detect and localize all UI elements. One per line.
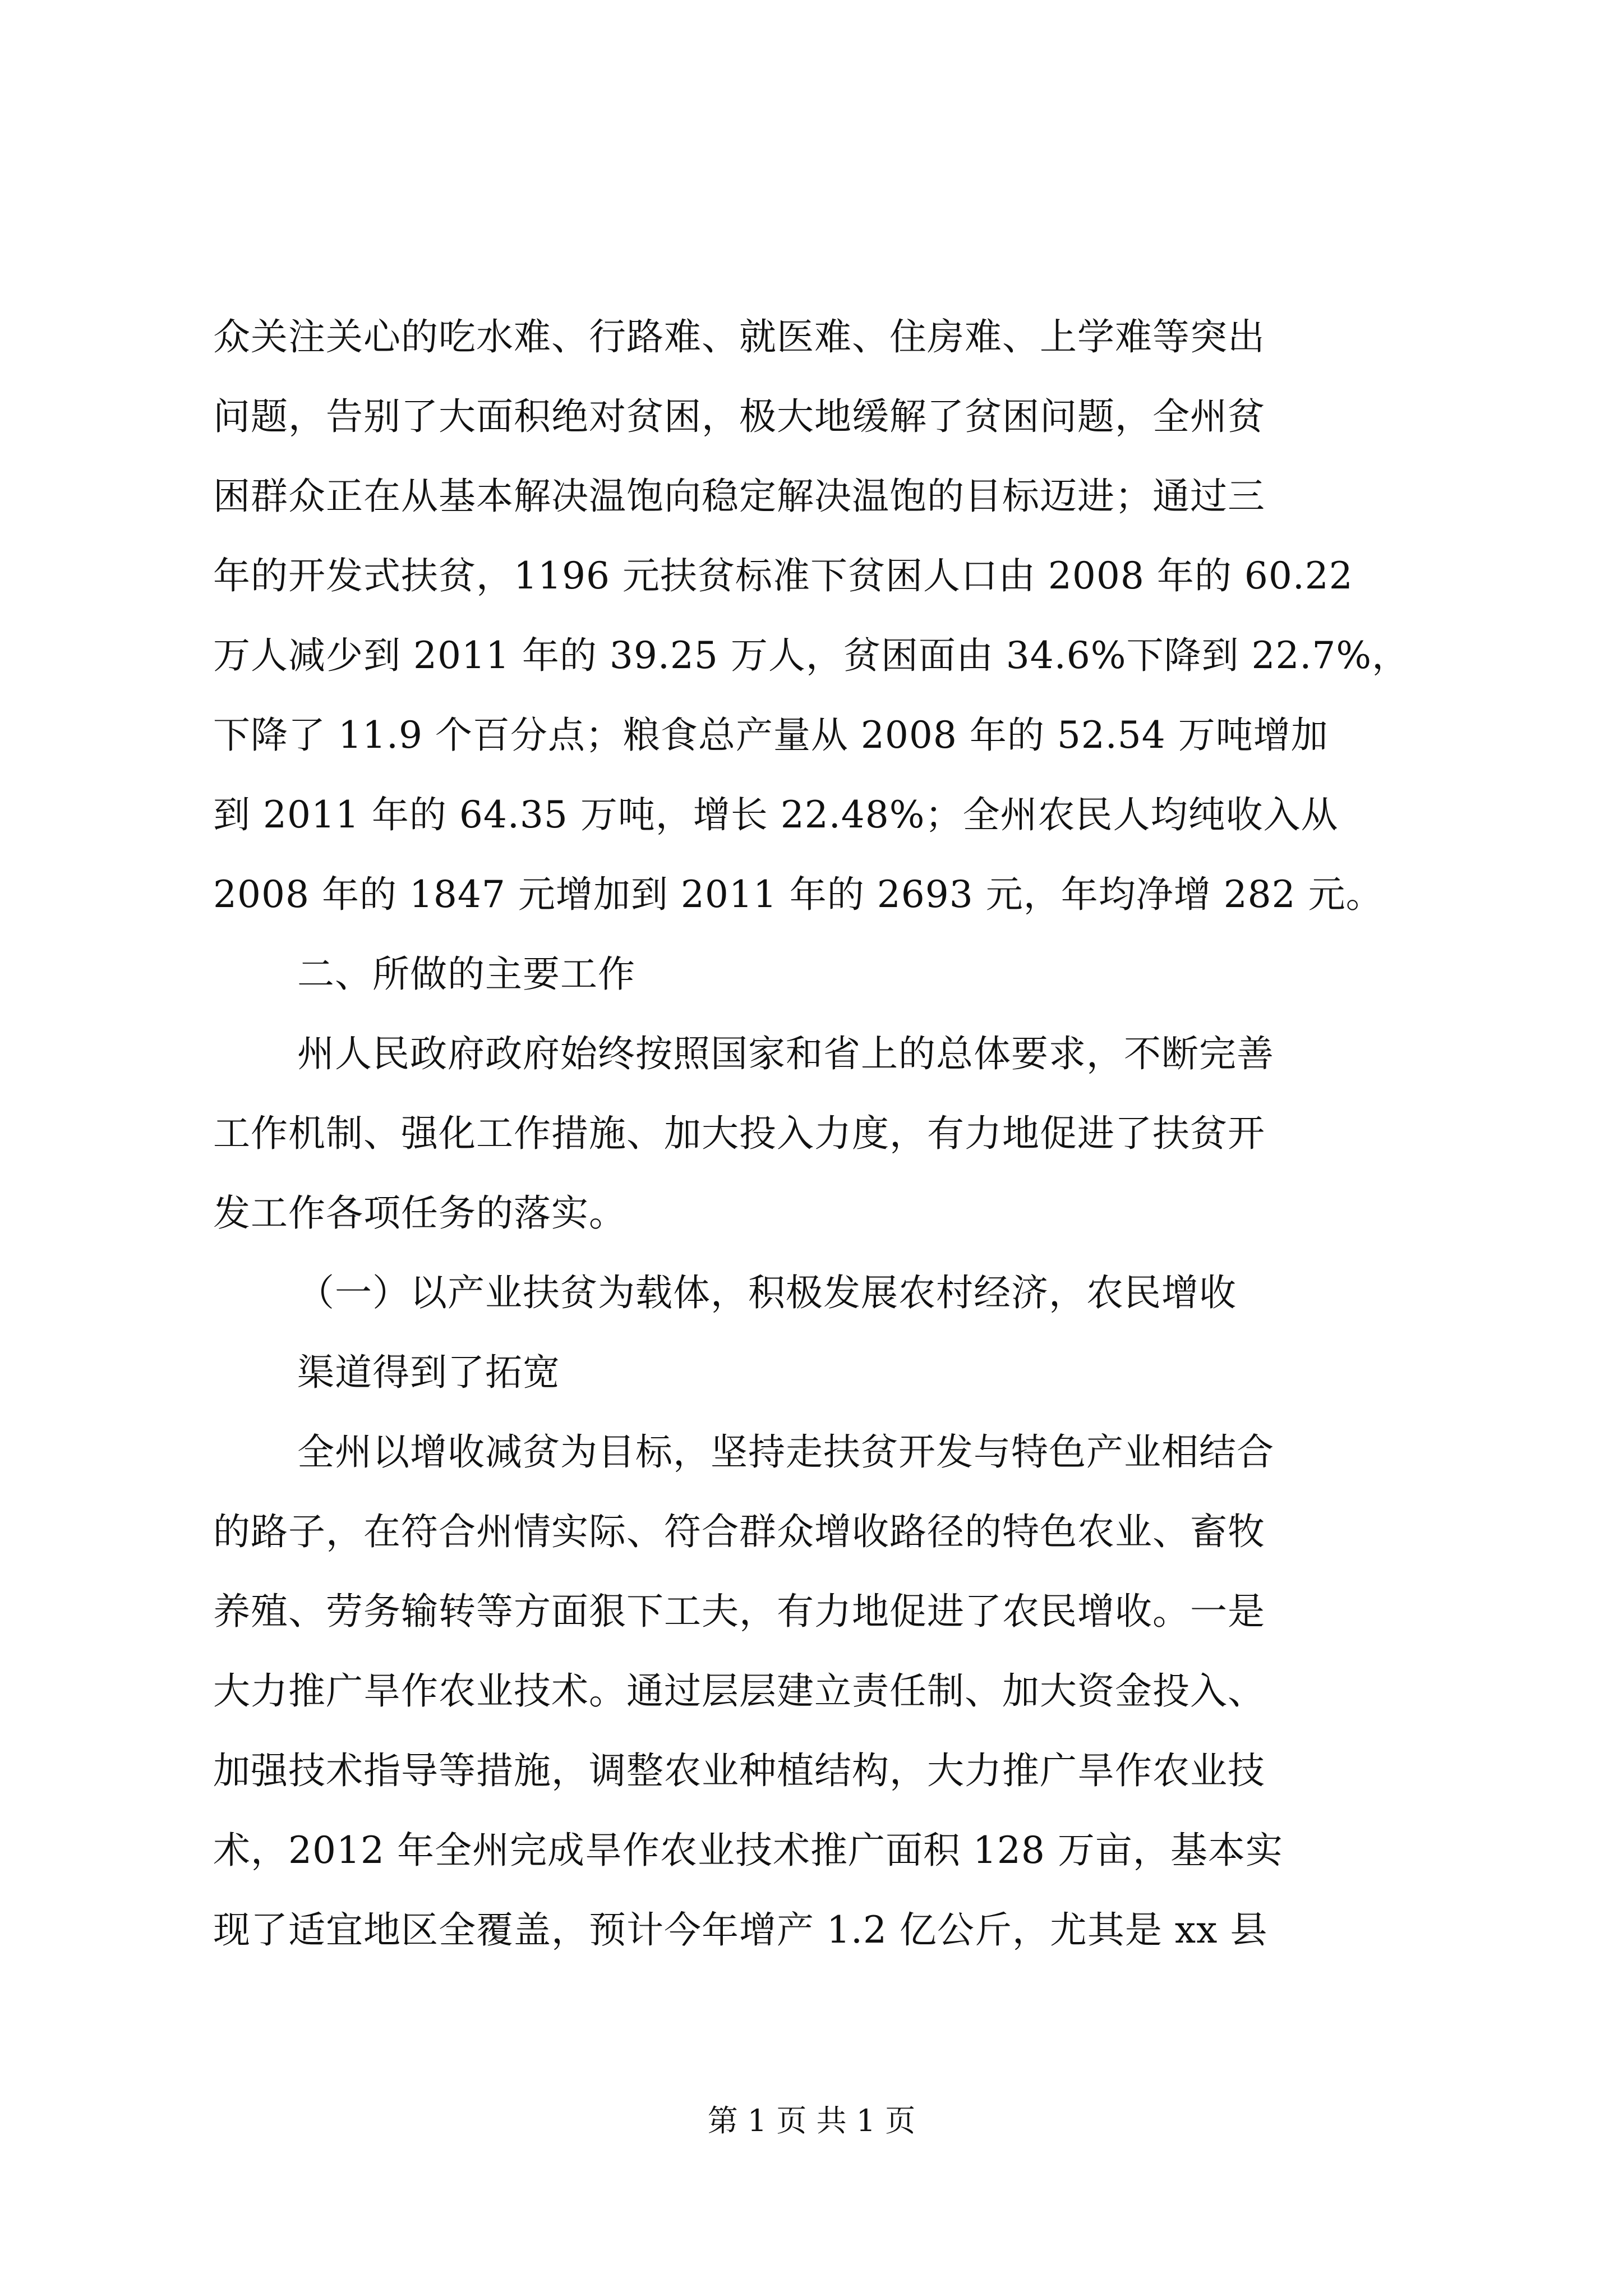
body-line-11: 工作机制、强化工作措施、加大投入力度，有力地促进了扶贫开 (213, 1112, 1265, 1155)
body-line-6: 下降了 11.9 个百分点；粮食总产量从 2008 年的 52.54 万吨增加 (213, 714, 1329, 757)
body-line-3: 困群众正在从基本解决温饱向稳定解决温饱的目标迈进；通过三 (213, 475, 1265, 518)
body-line-12: 发工作各项任务的落实。 (213, 1191, 626, 1235)
body-line-17: 养殖、劳务输转等方面狠下工夫，有力地促进了农民增收。一是 (213, 1590, 1265, 1633)
body-line-16: 的路子，在符合州情实际、符合群众增收路径的特色农业、畜牧 (213, 1510, 1265, 1553)
body-line-19: 加强技术指导等措施，调整农业种植结构，大力推广旱作农业技 (213, 1749, 1265, 1792)
page-number-footer: 第 1 页 共 1 页 (707, 2103, 916, 2138)
body-line-21: 现了适宜地区全覆盖，预计今年增产 1.2 亿公斤，尤其是 xx 县 (213, 1908, 1268, 1952)
subsection-heading-1: （一）以产业扶贫为载体，积极发展农村经济，农民增收 (297, 1271, 1237, 1314)
body-line-4: 年的开发式扶贫，1196 元扶贫标准下贫困人口由 2008 年的 60.22 (213, 554, 1353, 597)
body-line-15: 全州以增收减贫为目标，坚持走扶贫开发与特色产业相结合 (297, 1430, 1274, 1474)
body-line-5: 万人减少到 2011 年的 39.25 万人，贫困面由 34.6%下降到 22.7%， (213, 634, 1410, 677)
body-line-2: 问题，告别了大面积绝对贫困，极大地缓解了贫困问题，全州贫 (213, 395, 1265, 438)
subsection-heading-1-cont: 渠道得到了拓宽 (297, 1351, 560, 1394)
body-line-10: 州人民政府政府始终按照国家和省上的总体要求，不断完善 (297, 1032, 1274, 1075)
body-line-20: 术，2012 年全州完成旱作农业技术推广面积 128 万亩，基本实 (213, 1829, 1283, 1872)
body-line-7: 到 2011 年的 64.35 万吨，增长 22.48%；全州农民人均纯收入从 (213, 793, 1339, 836)
body-line-18: 大力推广旱作农业技术。通过层层建立责任制、加大资金投入、 (213, 1669, 1265, 1713)
body-line-1: 众关注关心的吃水难、行路难、就医难、住房难、上学难等突出 (213, 315, 1265, 358)
body-line-8: 2008 年的 1847 元增加到 2011 年的 2693 元，年均净增 282 元。 (213, 873, 1384, 916)
section-heading-2: 二、所做的主要工作 (297, 953, 635, 996)
